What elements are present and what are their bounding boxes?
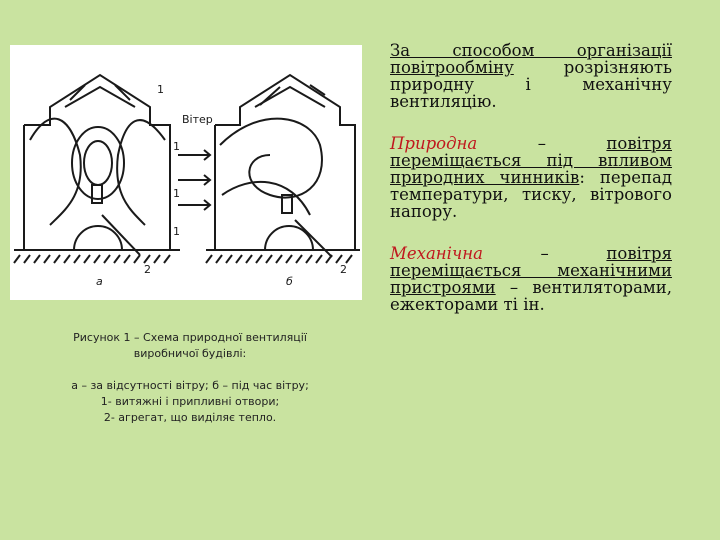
svg-text:2: 2 (144, 263, 151, 276)
label-a: а (96, 275, 103, 288)
svg-text:1: 1 (173, 187, 180, 200)
svg-text:1: 1 (173, 225, 180, 238)
paragraph-natural: Природна – повітря переміщається під впливом природних чинників: перепад температури, тиску, вітрового напору. (390, 134, 672, 221)
wind-label: Вітер (182, 113, 213, 126)
wind-arrows (178, 150, 210, 210)
svg-text:1: 1 (173, 140, 180, 153)
term-mechanical: Механічна (390, 244, 483, 263)
building-a (14, 75, 180, 263)
ventilation-diagram (10, 45, 362, 300)
term-natural: Природна (390, 134, 478, 153)
svg-text:2: 2 (340, 263, 347, 276)
paragraph-methods: За способом організації повітрообміну розрізняють природну і механічну вентиляцію. (390, 41, 672, 111)
building-b (206, 75, 360, 263)
svg-text:1: 1 (157, 83, 164, 96)
body-text (390, 42, 672, 338)
figure-caption: Рисунок 1 – Схема природної вентиляції виробничої будівлі: а – за відсутності вітру; б – під час вітру; 1- витяжні і припливні отвори; 2- агрегат, що виділяє тепло. (71, 331, 309, 424)
paragraph-mechanical: Механічна – повітря переміщається механічними пристроями – вентиляторами, ежекторами ті ін. (390, 244, 672, 314)
label-b: б (286, 275, 293, 288)
